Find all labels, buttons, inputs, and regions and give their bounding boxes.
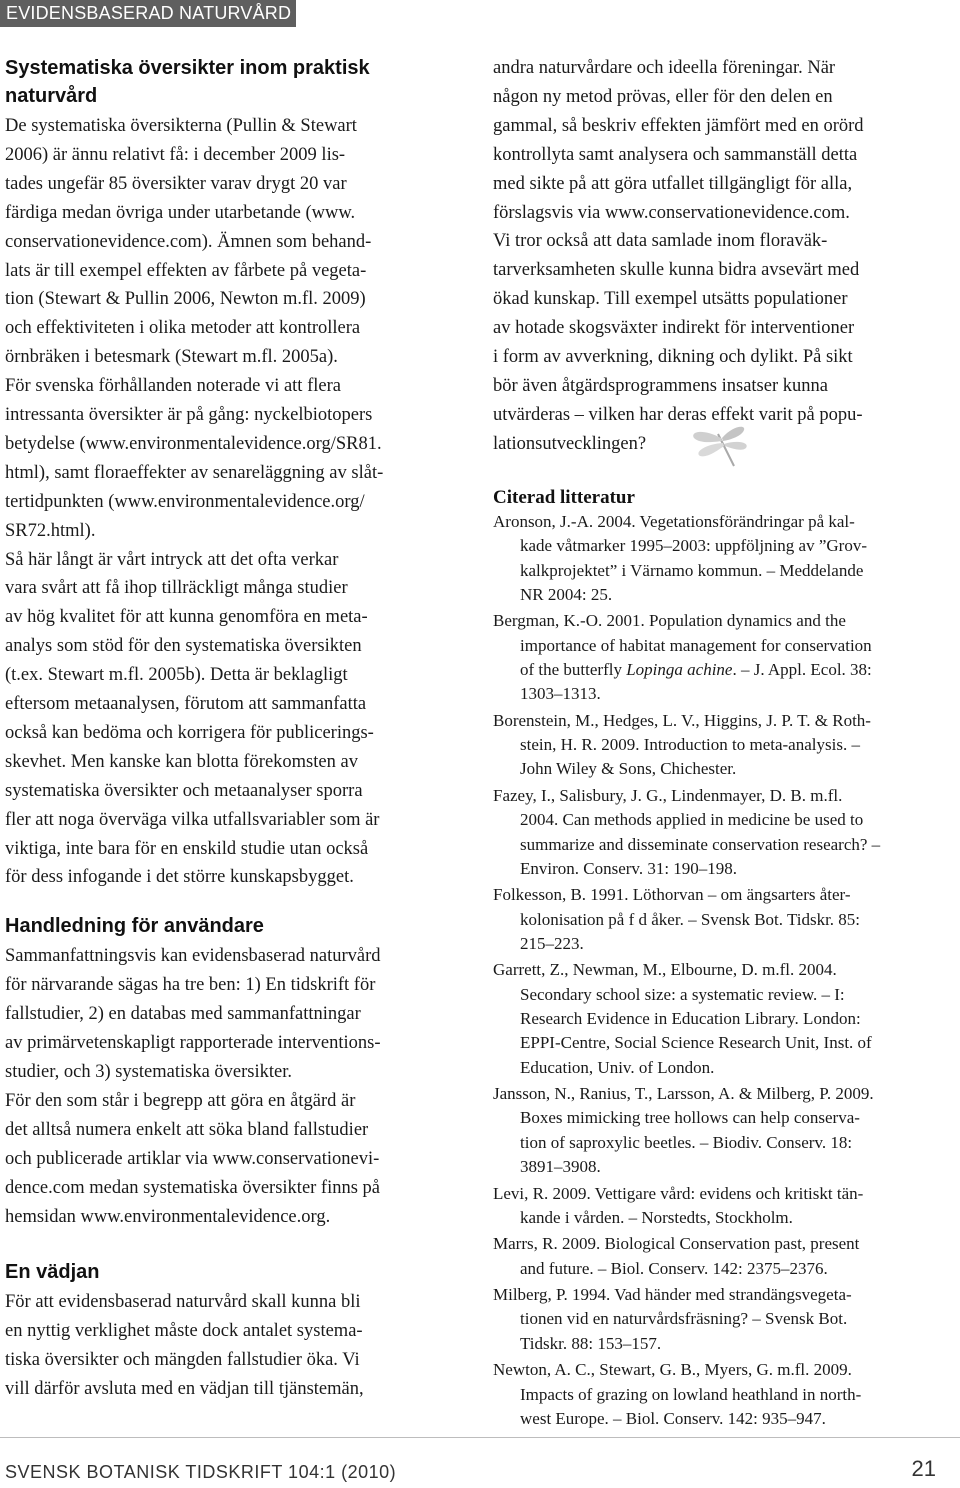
- body-text-line: en nyttig verklighet måste dock antalet systema-: [5, 1321, 363, 1341]
- body-text-line: För den som står i begrepp att göra en åtgärd är: [5, 1091, 356, 1111]
- body-text-line: utvärderas – vilken har deras effekt varit på popu-: [493, 404, 863, 425]
- reference-line: of the butterfly Lopinga achine. – J. Appl. Ecol. 38:: [520, 660, 872, 679]
- references-heading: Citerad litteratur: [493, 487, 635, 508]
- body-text-line: 2006) är ännu relativt få: i december 2009 lis-: [5, 144, 346, 165]
- running-head: EVIDENSBASERAD NATURVÅRD: [0, 0, 296, 27]
- reference-line: Research Evidence in Education Library. London:: [520, 1009, 861, 1028]
- reference-line: 1303–1313.: [520, 684, 601, 704]
- reference-line: Impacts of grazing on lowland heathland in north-: [520, 1384, 862, 1404]
- body-text-line: lationsutvecklingen?: [493, 433, 647, 454]
- reference-line: Bergman, K.-O. 2001. Population dynamics and the: [493, 611, 846, 631]
- reference-line: tion of saproxylic beetles. – Biodiv. Conserv. 18:: [520, 1132, 853, 1152]
- reference-line: and future. – Biol. Conserv. 142: 2375–2376.: [520, 1258, 828, 1278]
- reference-line: kalkprojektet” i Värnamo kommun. – Meddelande: [520, 560, 864, 580]
- reference-line: summarize and disseminate conservation research? –: [520, 834, 881, 854]
- body-text-line: intressanta översikter är på gång: nyckelbiotopers: [5, 405, 373, 425]
- reference-line: Garrett, Z., Newman, M., Elbourne, D. m.fl. 2004.: [493, 960, 837, 980]
- reference-line: Aronson, J.-A. 2004. Vegetationsförändringar på kal-: [493, 512, 855, 531]
- reference-line: Secondary school size: a systematic review. – I:: [520, 984, 845, 1004]
- reference-line: Environ. Conserv. 31: 190–198.: [520, 858, 738, 878]
- reference-line: Borenstein, M., Hedges, L. V., Higgins, J. P. T. & Roth-: [493, 710, 871, 730]
- reference-line: 2004. Can methods applied in medicine be used to: [520, 810, 864, 830]
- reference-line: kande i vården. – Norstedts, Stockholm.: [520, 1207, 793, 1227]
- body-text-line: ökad kunskap. Till exempel utsätts populationer: [493, 289, 848, 310]
- reference-line: 3891–3908.: [520, 1157, 601, 1176]
- reference-line: Boxes mimicking tree hollows can help conserva-: [520, 1108, 860, 1128]
- reference-line: Levi, R. 2009. Vettigare vård: evidens och kritiskt tän-: [493, 1183, 864, 1203]
- body-text-line: De systematiska översikterna (Pullin & Stewart: [5, 116, 357, 136]
- body-text-line: kontrollyta samt analysera och sammanställ detta: [493, 144, 858, 165]
- body-text-line: av hög kvalitet för att kunna genomföra en meta-: [5, 607, 368, 628]
- page-number: 21: [911, 1456, 936, 1481]
- section-heading: En vädjan: [5, 1261, 100, 1283]
- body-text-line: med sikte på att göra utfallet tillgängligt för alla,: [493, 173, 853, 194]
- reference-line: Jansson, N., Ranius, T., Larsson, A. & Milberg, P. 2009.: [493, 1084, 874, 1104]
- body-text-line: SR72.html).: [5, 520, 96, 541]
- body-text-line: (t.ex. Stewart m.fl. 2005b). Detta är beklagligt: [5, 665, 348, 686]
- reference-line: west Europe. – Biol. Conserv. 142: 935–947.: [520, 1408, 826, 1428]
- body-text-line: någon ny metod prövas, eller för den delen en: [493, 86, 833, 107]
- body-text-line: För att evidensbaserad naturvård skall kunna bli: [5, 1292, 361, 1312]
- body-text-line: förslagsvis via www.conservationevidence.com.: [493, 202, 850, 223]
- section-heading: naturvård: [5, 85, 98, 107]
- body-text-line: fallstudier, 2) en databas med sammanfattningar: [5, 1004, 361, 1024]
- reference-line: NR 2004: 25.: [520, 584, 613, 604]
- body-text-line: av primärvetenskapligt rapporterade interventions-: [5, 1033, 381, 1053]
- body-text-line: betydelse (www.environmentalevidence.org/SR81.: [5, 433, 382, 454]
- body-text-line: tertidpunkten (www.environmentalevidence.org/: [5, 491, 365, 512]
- reference-line: Education, Univ. of London.: [520, 1057, 715, 1077]
- body-text-line: Sammanfattningsvis kan evidensbaserad naturvård: [5, 946, 381, 966]
- body-text-line: och publicerade artiklar via www.conservationevi-: [5, 1149, 380, 1169]
- body-text-line: För svenska förhållanden noterade vi att flera: [5, 376, 341, 397]
- body-text-line: conservationevidence.com). Ämnen som behand-: [5, 231, 372, 252]
- reference-line: EPPI-Centre, Social Science Research Unit, Inst. of: [520, 1033, 872, 1053]
- body-text-line: hemsidan www.environmentalevidence.org.: [5, 1207, 331, 1227]
- reference-line: Folkesson, B. 1991. Löthorvan – om ängsarters åter-: [493, 885, 851, 905]
- reference-line: tionen vid en naturvårdsfräsning? – Svensk Bot.: [520, 1309, 848, 1329]
- reference-line: kade våtmarker 1995–2003: uppföljning av ”Grov-: [520, 536, 867, 556]
- section-heading: Systematiska översikter inom praktisk: [5, 57, 370, 79]
- body-text-line: av hotade skogsväxter indirekt för interventioner: [493, 318, 855, 339]
- section-heading: Handledning för användare: [5, 915, 264, 937]
- body-text-line: i form av avverkning, dikning och dylikt. På sikt: [493, 347, 853, 367]
- reference-line: kolonisation på f d åker. – Svensk Bot. Tidskr. 85:: [520, 909, 861, 929]
- reference-line: Milberg, P. 1994. Vad händer med strandängsvegeta-: [493, 1285, 852, 1305]
- dragonfly-ornament-icon: [688, 424, 752, 476]
- body-text-line: Vi tror också att data samlade inom floraväk-: [493, 231, 828, 252]
- body-text-line: för närvarande sägas ha tre ben: 1) En tidskrift för: [5, 975, 376, 995]
- body-text-line: vill därför avsluta med en vädjan till tjänstemän,: [5, 1379, 364, 1399]
- body-text-line: systematiska översikter och metaanalyser sporra: [5, 780, 363, 801]
- body-text-line: dence.com medan systematiska översikter finns på: [5, 1178, 381, 1198]
- body-text-line: tarverksamheten skulle kunna bidra avsevärt med: [493, 260, 860, 281]
- body-text-line: gammal, så beskriv effekten jämfört med en orörd: [493, 115, 864, 136]
- body-text-line: tion (Stewart & Pullin 2006, Newton m.fl. 2009): [5, 289, 366, 310]
- body-text-line: viktiga, inte bara för en enskild studie utan också: [5, 838, 369, 859]
- body-text-line: html), samt floraeffekter av senareläggning av slåt-: [5, 462, 384, 483]
- reference-line: stein, H. R. 2009. Introduction to meta-analysis. –: [520, 735, 860, 755]
- body-text-line: tades ungefär 85 översikter varav drygt 20 var: [5, 173, 347, 194]
- body-text-line: Så här långt är vårt intryck att det ofta verkar: [5, 549, 339, 570]
- reference-line: Fazey, I., Salisbury, J. G., Lindenmayer, D. B. m.fl.: [493, 785, 843, 805]
- reference-line: 215–223.: [520, 933, 584, 953]
- body-text-line: färdiga medan övriga under utarbetande (www.: [5, 202, 356, 223]
- body-text-line: för dess infogande i det större kunskapsbygget.: [5, 867, 354, 888]
- reference-line: Newton, A. C., Stewart, G. B., Myers, G. m.fl. 2009.: [493, 1360, 852, 1380]
- reference-line: John Wiley & Sons, Chichester.: [520, 759, 737, 779]
- body-text-line: och effektiviteten i olika metoder att kontrollera: [5, 318, 361, 339]
- body-text-line: analys som stöd för den systematiska översikten: [5, 636, 362, 657]
- body-text-line: eftersom metaanalysen, förutom att sammanfatta: [5, 694, 367, 714]
- body-text-line: lats är till exempel effekten av fårbete på vegeta-: [5, 260, 367, 281]
- footer-rule: [0, 1437, 960, 1438]
- body-text-line: vara svårt att få ihop tillräckligt många studier: [5, 578, 348, 599]
- body-text-line: det alltså numera enkelt att söka bland fallstudier: [5, 1120, 369, 1140]
- reference-line: Tidskr. 88: 153–157.: [520, 1333, 662, 1353]
- body-text-line: också kan bedöma och korrigera för publicerings-: [5, 722, 374, 743]
- body-text-line: bör även åtgärdsprogrammens insatser kunna: [493, 375, 828, 396]
- reference-line: Marrs, R. 2009. Biological Conservation past, present: [493, 1234, 860, 1254]
- body-text-line: skevhet. Men kanske kan blotta förekomsten av: [5, 751, 358, 772]
- journal-title: SVENSK BOTANISK TIDSKRIFT 104:1 (2010): [5, 1462, 397, 1482]
- body-text-line: tiska översikter och mängden fallstudier öka. Vi: [5, 1350, 360, 1370]
- body-text-line: andra naturvårdare och ideella föreningar. När: [493, 58, 836, 78]
- body-text-line: fler att noga överväga vilka utfallsvariabler som är: [5, 809, 380, 830]
- reference-line: importance of habitat management for conservation: [520, 635, 872, 655]
- body-text-line: örnbräken i betesmark (Stewart m.fl. 2005a).: [5, 347, 338, 368]
- body-text-line: studier, och 3) systematiska översikter.: [5, 1062, 292, 1082]
